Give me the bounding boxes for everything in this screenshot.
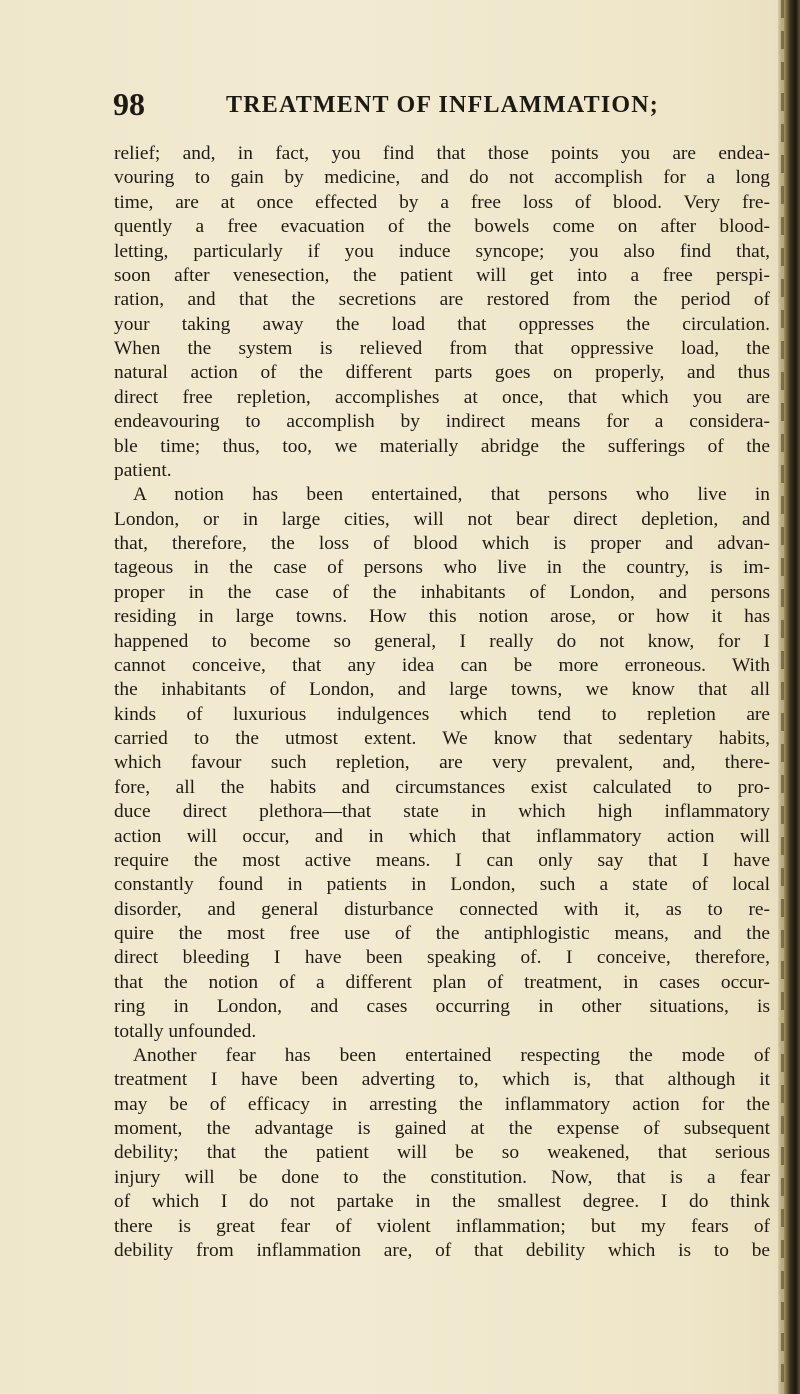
text-line: endeavouring to accomplish by indirect means for a considera-: [114, 411, 770, 433]
text-line: patient.: [114, 459, 172, 481]
text-line: ble time; thus, too, we materially abridge the sufferings of the: [114, 435, 770, 457]
text-line: action will occur, and in which that inflammatory action will: [114, 825, 770, 847]
text-line: vouring to gain by medicine, and do not accomplish for a long: [114, 167, 770, 189]
text-line: direct bleeding I have been speaking of. I conceive, therefore,: [114, 947, 770, 969]
text-line: that the notion of a different plan of treatment, in cases occur-: [114, 971, 770, 993]
running-head: TREATMENT OF INFLAMMATION;: [226, 92, 659, 118]
text-line: quire the most free use of the antiphlogistic means, and the: [114, 923, 770, 944]
text-line: totally unfounded.: [114, 1020, 257, 1042]
text-line: kinds of luxurious indulgences which tend to repletion are: [114, 703, 770, 725]
text-line: tageous in the case of persons who live in the country, is im-: [114, 557, 770, 579]
text-line: London, or in large cities, will not bear direct depletion, and: [114, 508, 770, 530]
text-line: the inhabitants of London, and large towns, we know that all: [114, 679, 770, 701]
page-header: [113, 84, 673, 124]
text-line: constantly found in patients in London, such a state of local: [114, 874, 770, 896]
body-text: [114, 142, 770, 1263]
page-edge-shadow: [778, 0, 800, 1394]
text-line: there is great fear of violent inflammation; but my fears of: [114, 1215, 770, 1237]
text-line: may be of efficacy in arresting the inflammatory action for the: [114, 1093, 770, 1115]
text-line: your taking away the load that oppresses the circulation.: [114, 313, 770, 335]
text-line: disorder, and general disturbance connected with it, as to re-: [114, 898, 770, 920]
text-line: When the system is relieved from that oppressive load, the: [114, 338, 770, 359]
text-line: of which I do not partake in the smallest degree. I do think: [114, 1191, 770, 1213]
text-line: treatment I have been adverting to, which is, that although it: [114, 1069, 770, 1091]
text-line: cannot conceive, that any idea can be more erroneous. With: [114, 654, 770, 676]
text-line: that, therefore, the loss of blood which is proper and advan-: [114, 533, 770, 554]
text-line: letting, particularly if you induce syncope; you also find that,: [114, 240, 770, 262]
text-line: ration, and that the secretions are restored from the period of: [114, 289, 770, 311]
text-line: soon after venesection, the patient will get into a free perspi-: [114, 264, 770, 286]
text-line: debility from inflammation are, of that debility which is to be: [114, 1239, 770, 1261]
text-line: natural action of the different parts goes on properly, and thus: [114, 362, 770, 384]
text-line: carried to the utmost extent. We know that sedentary habits,: [114, 728, 770, 749]
text-line: proper in the case of the inhabitants of London, and persons: [114, 581, 770, 603]
text-line: Another fear has been entertained respecting the mode of: [133, 1044, 770, 1066]
text-line: quently a free evacuation of the bowels come on after blood-: [114, 216, 770, 238]
text-line: fore, all the habits and circumstances exist calculated to pro-: [114, 776, 770, 798]
text-line: time, are at once effected by a free loss of blood. Very fre-: [114, 191, 770, 213]
text-line: direct free repletion, accomplishes at once, that which you are: [114, 386, 770, 408]
text-line: require the most active means. I can only say that I have: [114, 849, 770, 871]
text-line: moment, the advantage is gained at the expense of subsequent: [114, 1118, 770, 1139]
text-line: debility; that the patient will be so weakened, that serious: [114, 1142, 770, 1164]
text-line: duce direct plethora—that state in which high inflammatory: [114, 801, 770, 823]
text-line: residing in large towns. How this notion arose, or how it has: [114, 606, 770, 628]
page-number: 98: [113, 86, 145, 122]
text-line: relief; and, in fact, you find that those points you are endea-: [114, 143, 770, 164]
text-line: injury will be done to the constitution. Now, that is a fear: [114, 1166, 770, 1188]
text-line: ring in London, and cases occurring in other situations, is: [114, 996, 770, 1018]
text-line: happened to become so general, I really do not know, for I: [114, 630, 770, 652]
text-line: which favour such repletion, are very prevalent, and, there-: [114, 752, 770, 774]
text-line: A notion has been entertained, that persons who live in: [133, 484, 770, 506]
